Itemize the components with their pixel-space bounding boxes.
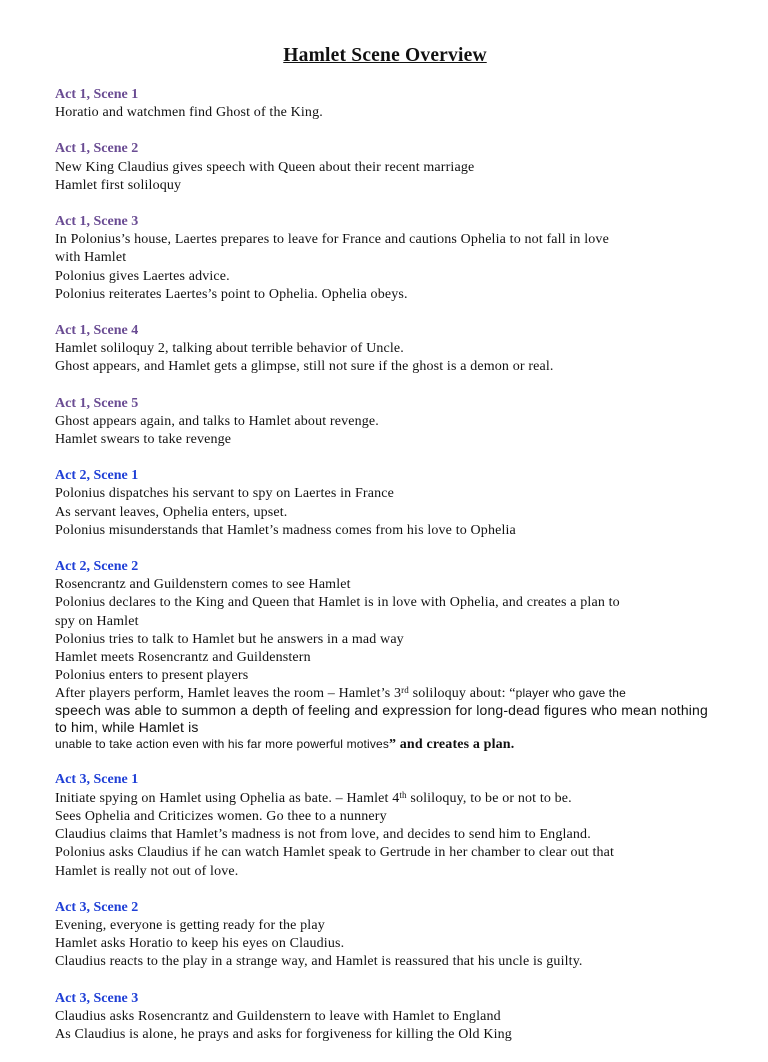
scene-line: Hamlet swears to take revenge xyxy=(55,432,232,448)
quote-suffix: ” and creates a plan. xyxy=(388,737,515,753)
scene-section xyxy=(55,467,715,540)
scene-heading: Act 1, Scene 4 xyxy=(55,323,139,339)
scene-line: Hamlet soliloquy 2, talking about terrible behavior of Uncle. xyxy=(55,341,404,357)
scene-line: Polonius tries to talk to Hamlet but he answers in a mad way xyxy=(55,631,404,647)
scene-line: Polonius enters to present players xyxy=(55,668,249,684)
scene-line-prefix: Initiate spying on Hamlet using Ophelia as bate. – Hamlet 4 xyxy=(55,790,400,806)
scene-heading: Act 1, Scene 5 xyxy=(55,395,139,411)
scene-section xyxy=(55,899,715,972)
scene-heading: Act 2, Scene 2 xyxy=(55,559,139,575)
scene-line: Evening, everyone is getting ready for the play xyxy=(55,917,325,933)
scene-line: New King Claudius gives speech with Queen about their recent marriage xyxy=(55,159,475,175)
scene-section xyxy=(55,771,715,880)
scene-line: Polonius asks Claudius if he can watch Hamlet speak to Gertrude in her chamber to clear out that xyxy=(55,845,615,861)
scene-line: Ghost appears again, and talks to Hamlet about revenge. xyxy=(55,413,379,429)
scene-heading: Act 3, Scene 1 xyxy=(55,772,139,788)
scene-line-suffix: soliloquy, to be or not to be. xyxy=(406,790,572,806)
scene-line: Hamlet asks Horatio to keep his eyes on Claudius. xyxy=(55,936,345,952)
scene-line xyxy=(55,790,715,808)
scene-line: Hamlet is really not out of love. xyxy=(55,863,239,879)
scene-line: Ghost appears, and Hamlet gets a glimpse, still not sure if the ghost is a demon or real. xyxy=(55,359,554,375)
soliloquy-prefix: After players perform, Hamlet leaves the room – Hamlet’s 3 xyxy=(55,686,402,702)
scene-heading: Act 1, Scene 1 xyxy=(55,87,139,102)
scene-line: As Claudius is alone, he prays and asks for forgiveness for killing the Old King xyxy=(55,1026,512,1042)
ordinal-suffix: rd xyxy=(401,685,409,696)
scene-heading: Act 1, Scene 3 xyxy=(55,214,139,230)
scene-section xyxy=(55,140,715,195)
scene-line: Hamlet meets Rosencrantz and Guildenstern xyxy=(55,650,311,666)
ordinal-suffix: th xyxy=(399,789,407,800)
page-title: Hamlet Scene Overview xyxy=(283,45,487,66)
scene-heading: Act 3, Scene 2 xyxy=(55,899,139,915)
quote-text: speech was able to summon a depth of feeling and expression for long-dead figures who mean nothing to him, while Hamlet is xyxy=(55,702,708,736)
scene-heading: Act 2, Scene 1 xyxy=(55,468,139,484)
quote-text: unable to take action even with his far more powerful motives xyxy=(55,737,389,752)
scene-line: Hamlet first soliloquy xyxy=(55,177,182,193)
scene-line: Polonius declares to the King and Queen that Hamlet is in love with Ophelia, and creates a plan to xyxy=(55,595,620,611)
scene-heading: Act 3, Scene 3 xyxy=(55,990,139,1006)
scene-line: Horatio and watchmen find Ghost of the King. xyxy=(55,105,323,121)
scene-line: Polonius reiterates Laertes’s point to Ophelia. Ophelia obeys. xyxy=(55,286,408,302)
scene-line: Polonius dispatches his servant to spy on Laertes in France xyxy=(55,486,394,502)
scene-line: spy on Hamlet xyxy=(55,613,139,629)
scene-section xyxy=(55,395,715,450)
scene-section xyxy=(55,990,715,1045)
scene-line: Claudius reacts to the play in a strange way, and Hamlet is reassured that his uncle is guilty. xyxy=(55,954,583,970)
quote-closing-line xyxy=(55,736,715,753)
scene-section xyxy=(55,322,715,377)
scene-line: Sees Ophelia and Criticizes women. Go thee to a nunnery xyxy=(55,808,387,824)
quote-text: player who gave the xyxy=(515,686,626,701)
scene-section xyxy=(55,213,715,304)
scene-line: Rosencrantz and Guildenstern comes to see Hamlet xyxy=(55,577,351,593)
scene-line: Polonius gives Laertes advice. xyxy=(55,268,230,284)
scene-line: Claudius asks Rosencrantz and Guildenstern to leave with Hamlet to England xyxy=(55,1008,501,1024)
scene-section xyxy=(55,558,715,753)
document-page xyxy=(55,45,715,1062)
scene-line: In Polonius’s house, Laertes prepares to leave for France and cautions Ophelia to not fall in love xyxy=(55,232,609,248)
scene-line: As servant leaves, Ophelia enters, upset. xyxy=(55,504,288,520)
scene-line: Claudius claims that Hamlet’s madness is not from love, and decides to send him to England. xyxy=(55,827,591,843)
scene-line: Polonius misunderstands that Hamlet’s madness comes from his love to Ophelia xyxy=(55,522,516,538)
scene-heading: Act 1, Scene 2 xyxy=(55,141,139,157)
soliloquy-middle: soliloquy about: “ xyxy=(408,686,516,702)
scene-line: with Hamlet xyxy=(55,250,127,266)
soliloquy-line xyxy=(55,685,715,702)
scene-section xyxy=(55,86,715,122)
